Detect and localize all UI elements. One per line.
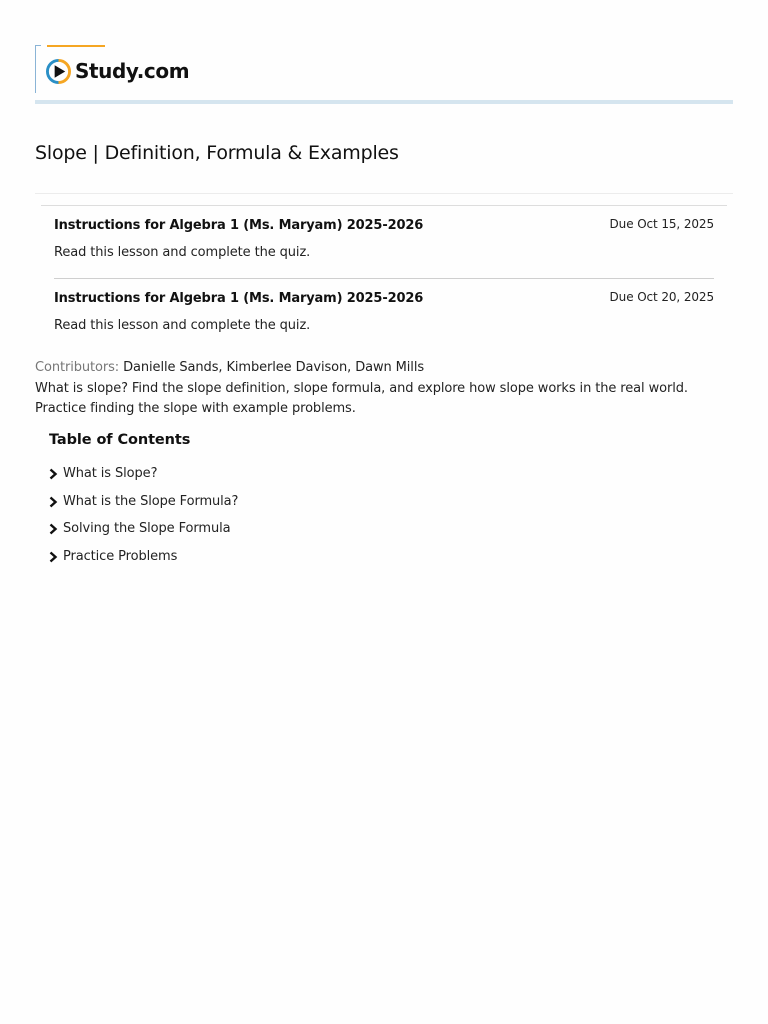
toc-item-label[interactable]: What is the Slope Formula?	[63, 493, 239, 509]
header-divider	[35, 100, 733, 104]
title-divider	[35, 193, 733, 194]
assignment-description: Read this lesson and complete the quiz.	[54, 245, 311, 260]
play-logo-icon	[46, 59, 71, 84]
chevron-right-icon	[49, 550, 62, 563]
toc-item-label[interactable]: Solving the Slope Formula	[63, 521, 231, 537]
assignment-description: Read this lesson and complete the quiz.	[54, 318, 311, 333]
assignment-list	[41, 205, 727, 350]
toc-list	[49, 460, 238, 570]
assignment-title: Instructions for Algebra 1 (Ms. Maryam) 2025-2026	[54, 218, 424, 233]
assignment-due-date: Due Oct 20, 2025	[609, 290, 714, 304]
logo-text: Study.com	[75, 59, 190, 83]
toc-item-label[interactable]: What is Slope?	[63, 466, 158, 482]
chevron-right-icon	[49, 495, 62, 508]
assignment-item	[54, 206, 714, 278]
lesson-summary: What is slope? Find the slope definition, slope formula, and explore how slope works in the real world. Practice finding the slope with example problems.	[35, 381, 688, 416]
header-accent-line	[47, 45, 105, 47]
toc-item-solving-slope-formula[interactable]	[49, 515, 238, 543]
page-title: Slope | Definition, Formula & Examples	[35, 142, 399, 164]
contributors-label: Contributors:	[35, 360, 120, 375]
chevron-right-icon	[49, 522, 62, 535]
header-corner-horizontal	[35, 45, 41, 46]
chevron-right-icon	[49, 467, 62, 480]
assignment-item	[54, 278, 714, 350]
site-header	[35, 45, 733, 105]
toc-title: Table of Contents	[49, 432, 191, 448]
contributors-line	[35, 360, 424, 375]
toc-item-label[interactable]: Practice Problems	[63, 548, 178, 564]
study-com-logo[interactable]	[46, 57, 189, 85]
header-corner-vertical	[35, 45, 36, 93]
toc-item-what-is-slope[interactable]	[49, 460, 238, 488]
contributors-names: Danielle Sands, Kimberlee Davison, Dawn Mills	[123, 360, 425, 375]
toc-item-practice-problems[interactable]	[49, 543, 238, 571]
table-of-contents	[49, 432, 238, 570]
assignment-title: Instructions for Algebra 1 (Ms. Maryam) 2025-2026	[54, 291, 424, 306]
assignment-due-date: Due Oct 15, 2025	[609, 217, 714, 231]
toc-item-slope-formula[interactable]	[49, 488, 238, 516]
